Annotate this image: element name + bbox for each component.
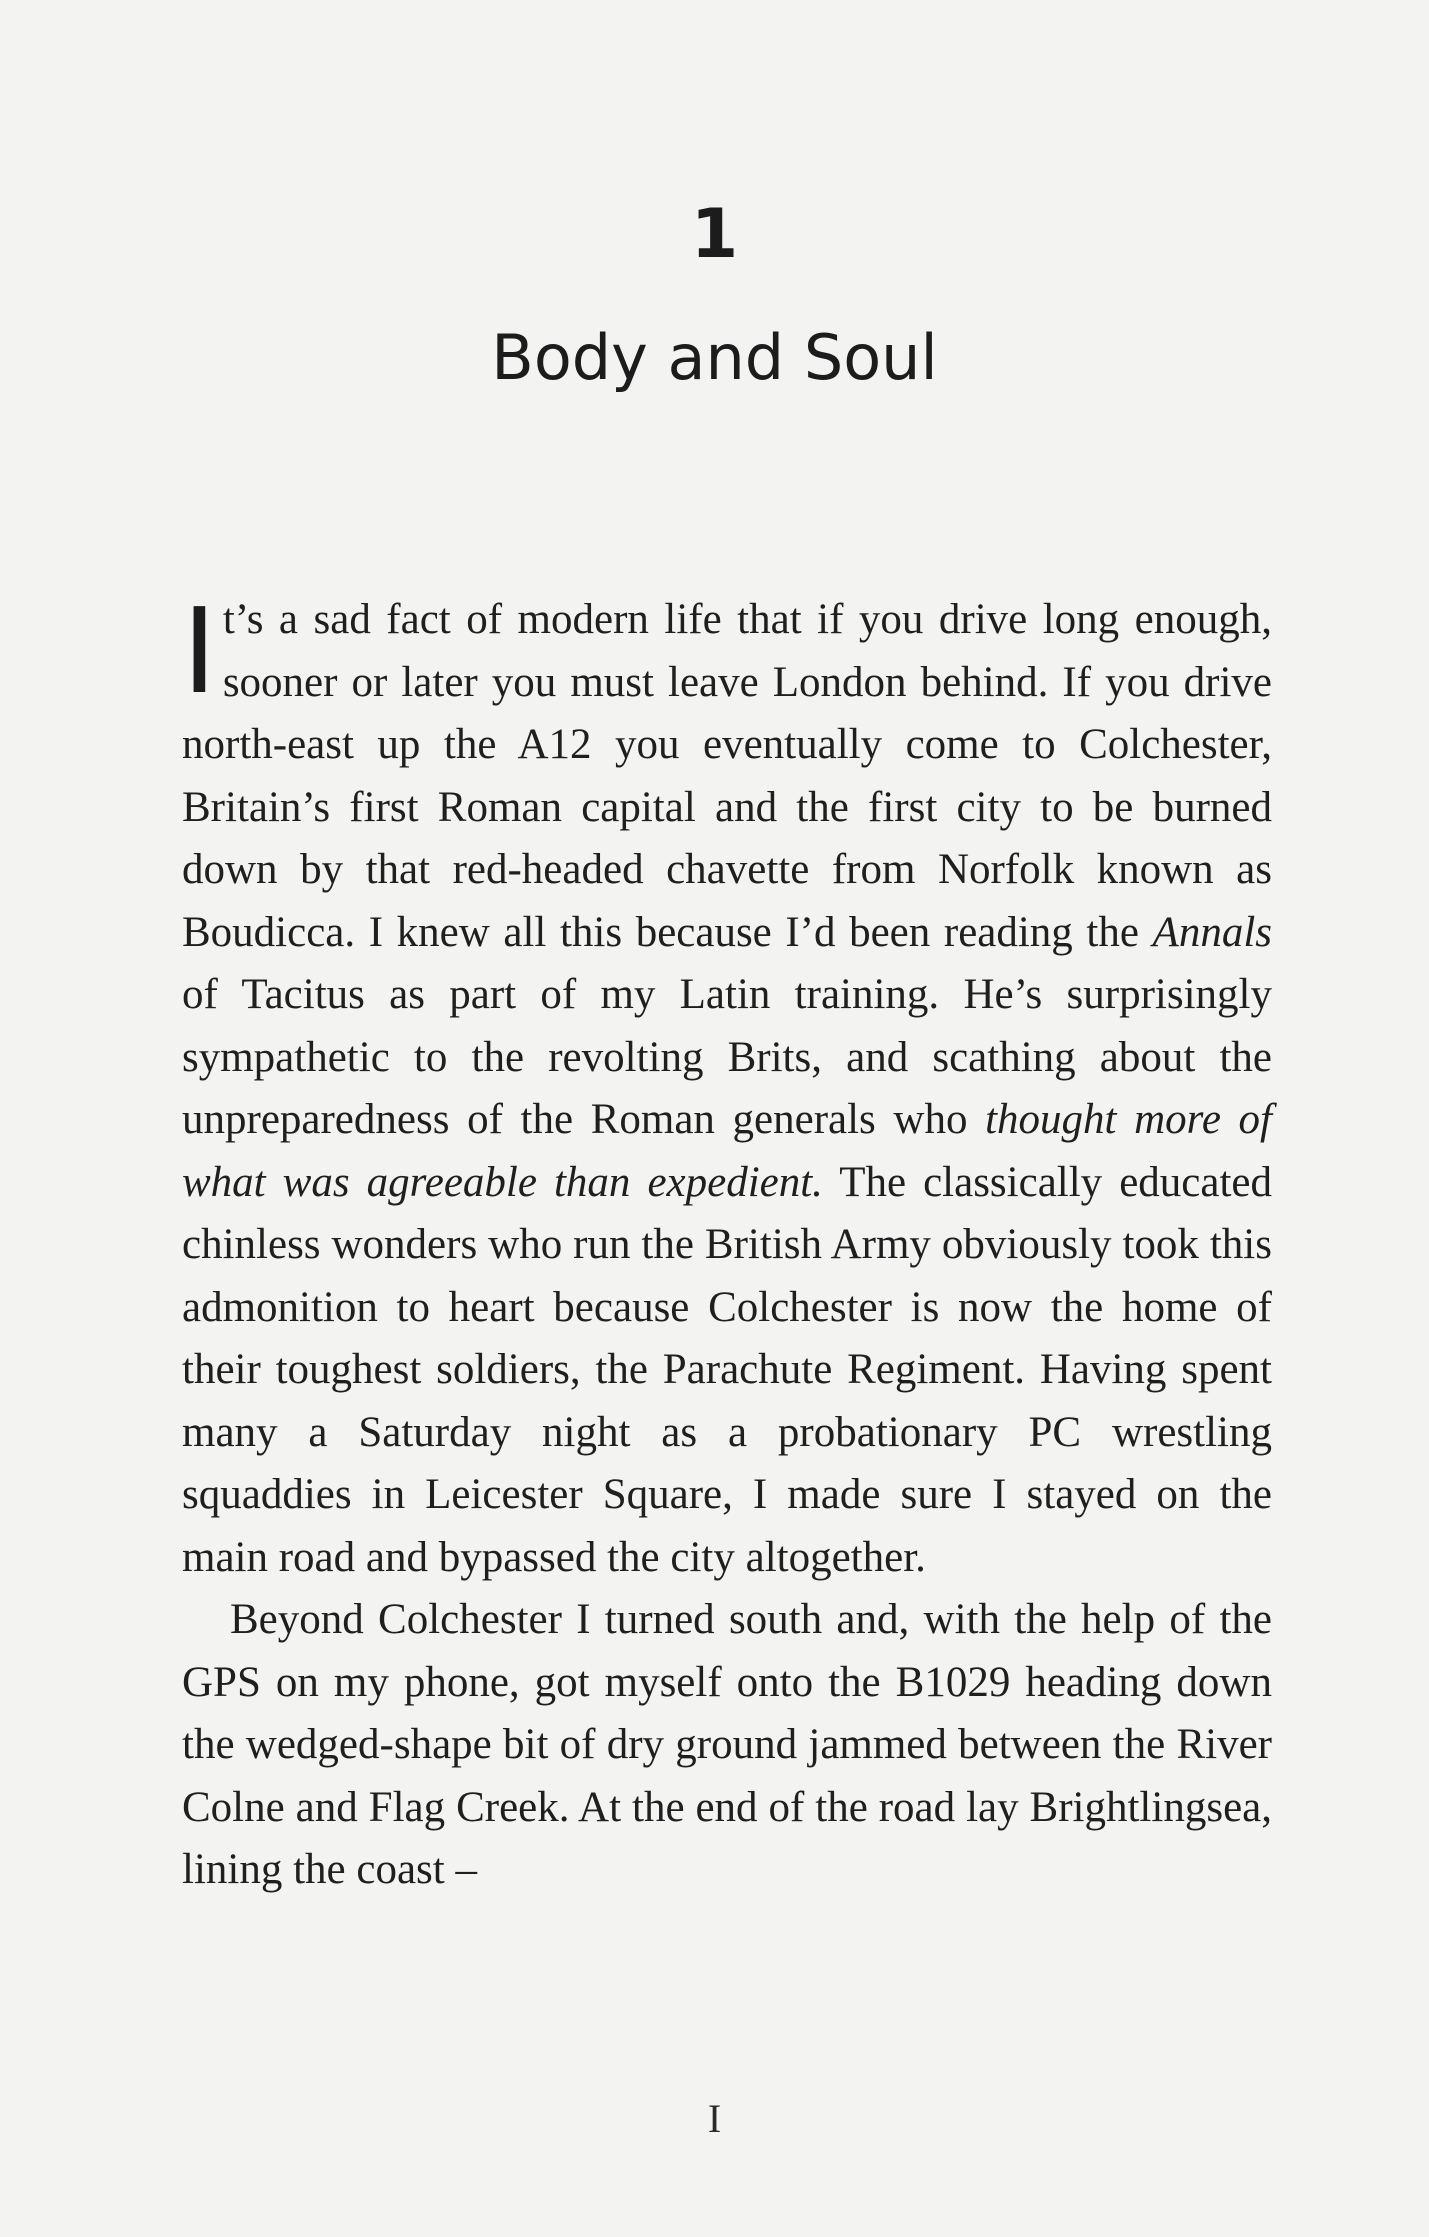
paragraph-1 <box>182 582 1272 1589</box>
paragraph-1-text-c: The classically educated chinless wonders who run the British Army obviously took this admonition to heart because Colchester is now the home of their toughest soldiers, the Parachute Regiment. Having spent many a Saturday night as a probationary PC wrestling squaddies in Leicester Square, I made sure I stayed on the main road and bypassed the city altogether. <box>182 1158 1272 1581</box>
chapter-body <box>182 582 1272 1902</box>
paragraph-1-italic-b: thought more of what was agreeable than expedient. <box>182 1096 1272 1206</box>
page-number: I <box>707 2096 722 2141</box>
paragraph-1-italic-a: Annals <box>1152 908 1272 956</box>
chapter-title: Body and Soul <box>491 321 938 394</box>
paragraph-1-text-b: of Tacitus as part of my Latin training. He’s surprisingly sympathetic to the revolting Brits, and scathing about the unpreparedness of the Roman generals who <box>182 971 1272 1143</box>
drop-cap: I <box>182 582 217 720</box>
paragraph-1-text-a: t’s a sad fact of modern life that if you drive long enough, sooner or later you must leave London behind. If you drive north-east up the A12 you eventually come to Colchester, Britain’s first Roman capital and the first city to be burned down by that red-headed chavette from Norfolk known as Boudicca. I knew all this because I’d been reading the <box>182 596 1272 956</box>
paragraph-2: Beyond Colchester I turned south and, with the help of the GPS on my phone, got myself onto the B1029 heading down the wedged-shape bit of dry ground jammed between the River Colne and Flag Creek. At the end of the road lay Brightlingsea, lining the coast – <box>182 1596 1272 1893</box>
chapter-number: 1 <box>690 195 739 274</box>
